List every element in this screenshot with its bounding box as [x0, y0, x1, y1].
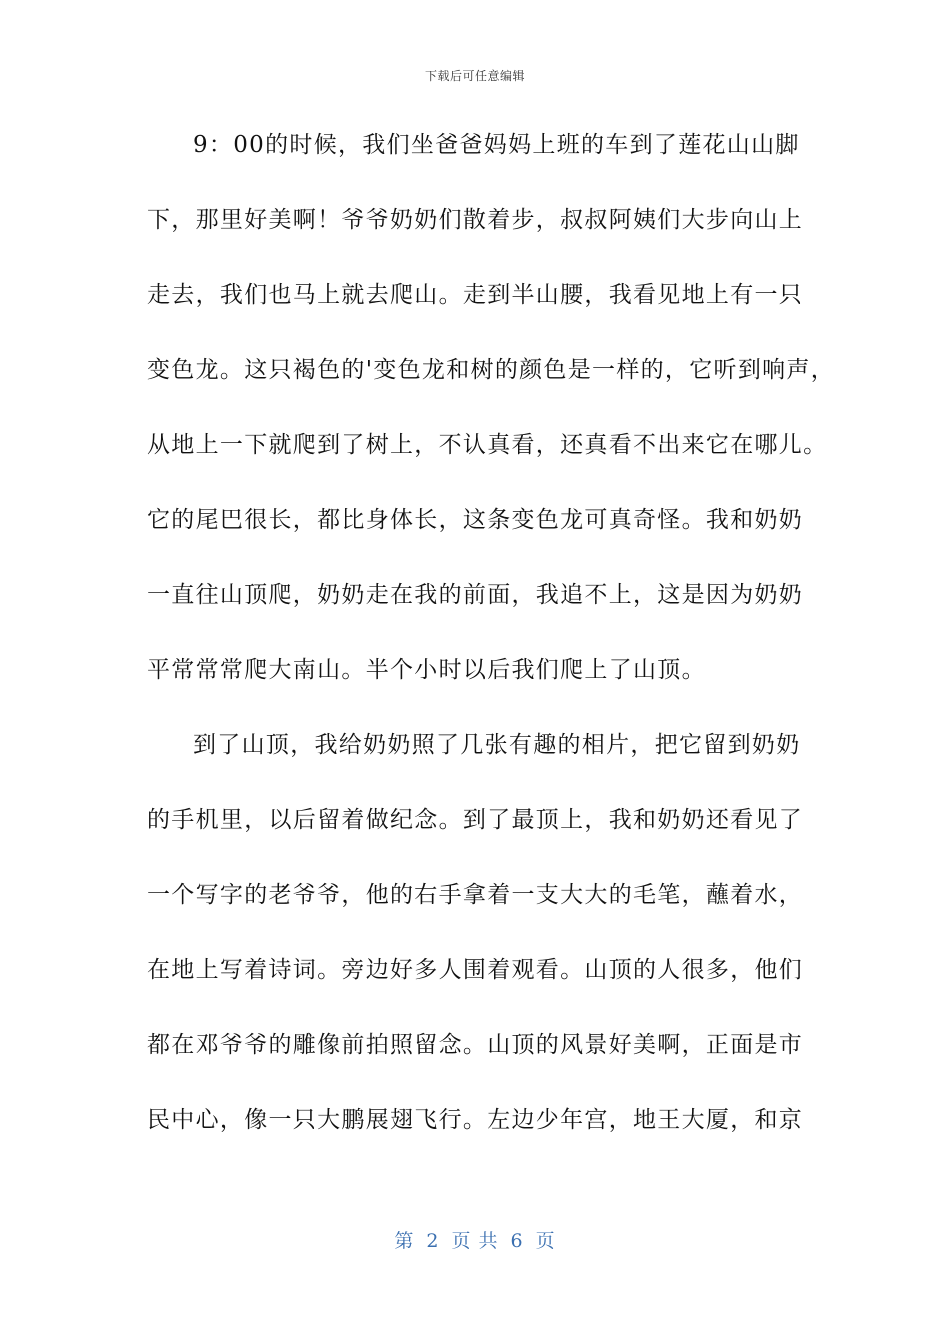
text-line: 的手机里，以后留着做纪念。到了最顶上，我和奶奶还看见了: [147, 807, 804, 833]
footer-middle: 页 共: [451, 1230, 499, 1252]
text-line: 变色龙。这只褐色的'变色龙和树的颜色是一样的，它听到响声，: [147, 357, 836, 383]
footer-page-number: 2: [426, 1230, 440, 1252]
text-line: 走去，我们也马上就去爬山。走到半山腰，我看见地上有一只: [147, 282, 804, 308]
text-line: 在地上写着诗词。旁边好多人围着观看。山顶的人很多，他们: [147, 957, 804, 983]
page-header: 下载后可任意编辑: [424, 69, 525, 83]
text-line: 9：00的时候，我们坐爸爸妈妈上班的车到了莲花山山脚: [193, 132, 800, 158]
text-line: 一个写字的老爷爷，他的右手拿着一支大大的毛笔，蘸着水，: [147, 882, 804, 908]
text-line: 一直往山顶爬，奶奶走在我的前面，我追不上，这是因为奶奶: [147, 582, 804, 608]
text-line: 民中心，像一只大鹏展翅飞行。左边少年宫，地王大厦，和京: [147, 1107, 804, 1133]
text-line: 平常常常爬大南山。半个小时以后我们爬上了山顶。: [147, 657, 706, 683]
text-line: 到了山顶，我给奶奶照了几张有趣的相片，把它留到奶奶: [193, 732, 801, 758]
footer-prefix: 第: [394, 1230, 415, 1252]
text-line: 下，那里好美啊！爷爷奶奶们散着步，叔叔阿姨们大步向山上: [147, 207, 804, 233]
footer-suffix: 页: [535, 1230, 556, 1252]
footer-total-pages: 6: [510, 1230, 524, 1252]
page-footer: [0, 1226, 950, 1253]
text-line: 它的尾巴很长，都比身体长，这条变色龙可真奇怪。我和奶奶: [147, 507, 804, 533]
text-line: 从地上一下就爬到了树上，不认真看，还真看不出来它在哪儿。: [147, 432, 828, 458]
text-line: 都在邓爷爷的雕像前拍照留念。山顶的风景好美啊，正面是市: [147, 1032, 804, 1058]
